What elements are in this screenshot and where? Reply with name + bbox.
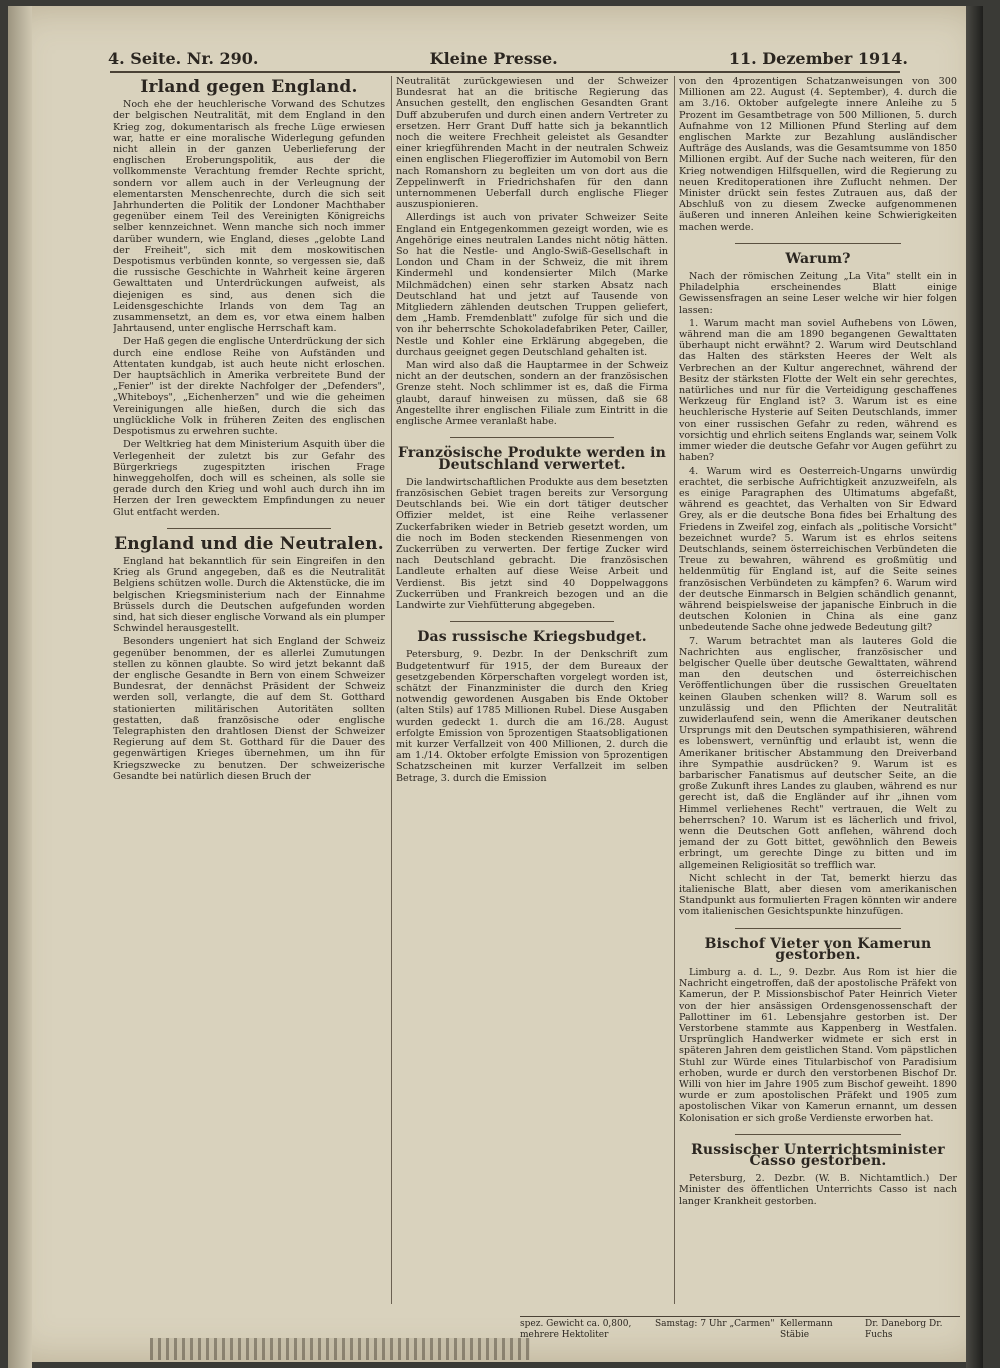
article-title: Französische Produkte werden in Deutschland verwertet. [397, 445, 667, 473]
newspaper-name: Kleine Presse. [429, 48, 558, 68]
separator [735, 928, 902, 929]
separator [167, 528, 330, 529]
article-paragraph: Petersburg, 2. Dezbr. (W. B. Nichtamtlich.) Der Minister des öffentlichen Unterrichts Casso ist nach langer Krankheit gestorben. [679, 1173, 957, 1207]
advertisement-text: Dr. Daneborg Dr. Fuchs [865, 1319, 943, 1340]
previous-page-edge [8, 6, 32, 1368]
article-title: England und die Neutralen. [114, 533, 384, 554]
article-paragraph: Nicht schlecht in der Tat, bemerkt hierzu das italienische Blatt, aber diesen vom amerikanischen Standpunkt aus formulierten Fragen könnten wir andere vom italienischen Gesichtspunkte hinzufügen. [679, 872, 957, 918]
article-paragraph: von den 4prozentigen Schatzanweisungen von 300 Millionen am 22. August (4. September), 4. durch die am 3./16. Oktober aufgelegte innere Anleihe zu 5 Prozent im Gesamtbetrage von 500 Millionen, 5. durch Aufnahme von 12 Millionen Pfund Sterling auf dem englischen Markte zur Bezahlung ausländischer Aufträge des Auslands, was die Gesamtsumme von 1850 Millionen ergibt. Auf der Suche nach weiteren, für den Krieg notwendigen Hilfsquellen, wird die Regierung zu neuen Kreditoperationen ihre Zuflucht nehmen. Der Minister drückt sein festes Zutrauen aus, daß der Abschluß von zu diesem Zwecke aufgenommenen äußeren und inneren Anleihen keine Schwierigkeiten machen werde. [679, 76, 957, 233]
column-divider [674, 76, 675, 1304]
separator [450, 437, 613, 438]
article-paragraph: Limburg a. d. L., 9. Dezbr. Aus Rom ist hier die Nachricht eingetroffen, daß der apostolische Präfekt von Kamerun, der P. Missionsbischof Pater Heinrich Vieter von der hier ansässigen Ordensgenossenschaft der Pallottiner im 61. Lebensjahre gestorben ist. Der Verstorbene stammte aus Kappenberg in Westfalen. Ursprünglich Handwerker widmete er sich erst in späteren Jahren dem geistlichen Stand. Vom päpstlichen Stuhl zur Würde eines Titularbischof von Paradisium erhoben, wurde er durch den verstorbenen Bischof Dr. Willi von hier im Jahre 1905 zum Bischof geweiht. 1890 wurde er zum apostolischen Präfekt und 1905 zum apostolischen Vikar von Kamerun ernannt, um dessen Kolonisation er sich große Verdienste erworben hat. [679, 967, 957, 1124]
separator [450, 621, 613, 622]
article-paragraph: Der Haß gegen die englische Unterdrückung der sich durch eine endlose Reihe von Aufständen und Attentaten kundgab, ist auch heute nicht erloschen. Der hauptsächlich in Amerika verbreitete Bund der „Fenier" ist der direkte Nachfolger der „Defenders", „Whiteboys", „Eichenherzen" und wie die geheimen Vereinigungen alle hießen, durch die sich das unglückliche Volk in früheren Zeiten des englischen Despotismus zu erwehren suchte. [113, 336, 385, 438]
article-paragraph: 1. Warum macht man soviel Aufhebens von Löwen, während man die am 1890 begangenen Gewalttaten überhaupt nicht erwähnt? 2. Warum wird Deutschland das Halten des stärksten Heeres der Welt als Verbrechen an der Kultur angerechnet, während der Besitz der stärksten Flotte der Welt ein sehr gerechtes, natürliches und nur für die Verteidigung geschaffenes Werkzeug für England ist? 3. Warum ist es eine heuchlerische Hysterie auf Seiten Deutschlands, immer von einer russischen Gefahr zu reden, während es vorsichtig und ehrlich seitens Englands war, seinem Volk immer wieder die deutsche Gefahr vor Augen geführt zu haben? [679, 317, 957, 464]
issue-date: 11. Dezember 1914. [728, 48, 908, 68]
column-3 [679, 76, 957, 1304]
advertisement-text: Kellermann Stäbie [780, 1319, 833, 1340]
article-paragraph: Besonders ungeniert hat sich England der Schweiz gegenüber benommen, der es allerlei Zumutungen stellen zu können glaubte. So wird jetzt bekannt daß der englische Gesandte in Bern von einem Schweizer Bundesrat, der dennächst Präsident der Schweiz werden soll, verlangte, die auf dem St. Gotthard stationierten militärischen Autoritäten sollten gestatten, daß französische oder englische Telegraphisten den drahtlosen Dienst der Schweizer Regierung auf dem St. Gotthard für die Dauer des gegenwärtigen Krieges übernehmen, um ihn für Kriegszwecke zu benutzen. Der schweizerische Gesandte bei natürlich diesen Bruch der [113, 636, 385, 782]
article-paragraph: Nach der römischen Zeitung „La Vita" stellt ein in Philadelphia erscheinendes Blatt einige Gewissensfragen an seine Leser welche wir hier folgen lassen: [679, 271, 957, 316]
article-title: Das russische Kriegsbudget. [417, 629, 647, 646]
binding-edge [966, 6, 983, 1368]
article-paragraph: Allerdings ist auch von privater Schweizer Seite England ein Entgegenkommen gezeigt worden, wie es Angehörige eines neutralen Landes nicht nötig hätten. So hat die Nestle- und Anglo-Swiß-Gesellschaft in London und Cham in der Schweiz, die mit ihrem Kindermehl und kondensierter Milch (Marke Milchmädchen) einen sehr starken Absatz nach Deutschland hat und jetzt auf Tausende von Mitgliedern zählenden deutschen Truppen geliefert, dem „Hamb. Fremdenblatt" zufolge für sich und die von ihr beherrschte Schokoladefabriken Peter, Cailler, Nestle und Kohler eine Erklärung abgegeben, die durchaus geeignet gegen Deutschland gehalten ist. [396, 212, 668, 358]
article-title: Russischer Unterrichtsminister Casso gestorben. [691, 1141, 945, 1170]
separator [735, 243, 902, 244]
column-1 [113, 76, 385, 1304]
advertisement-text: Samstag: 7 Uhr „Carmen" [655, 1319, 775, 1329]
article-paragraph: 7. Warum betrachtet man als lauteres Gold die Nachrichten aus englischer, französischer und belgischer Quelle über deutsche Gewalttaten, während man den deutschen und österreichischen Veröffentlichungen über die russischen Greueltaten keinen Glauben schenken will? 8. Warum soll es unzulässig und den Pflichten der Neutralität zuwiderlaufend sein, wenn die Amerikaner deutschen Ursprungs mit den Deutschen sympathisieren, während es lobenswert, vernünftig und erlaubt ist, wenn die Amerikaner britischer Abstammung den Dreiverband ihre Sympathie ausdrücken? 9. Warum ist es barbarischer Fanatismus auf deutscher Seite, an die große Zukunft ihres Landes zu glauben, während es nur gerecht ist, daß die Engländer auf ihr „ihnen vom Himmel verliehenes Recht" vertrauen, die Welt zu beherrschen? 10. Warum ist es lächerlich und frivol, wenn die Deutschen Gott anflehen, während doch jemand der zu Gott bittet, gewöhnlich den Beweis erbringt, um gerechte Dinge zu bitten und im allgemeinen Religiosität so trefflich war. [679, 635, 957, 871]
article-title: Warum? [785, 250, 851, 267]
article-paragraph: Der Weltkrieg hat dem Ministerium Asquith über die Verlegenheit der zuletzt bis zur Gefahr des Bürgerkriegs zugespitzten irischen Frage hinweggeholfen, doch will es scheinen, als solle sie gerade durch den Krieg und wohl auch durch ihn im Herzen der Iren gewecktem Empfindungen zu neuer Glut entfacht werden. [113, 439, 385, 518]
advertisement-text: spez. Gewicht ca. 0,800, mehrere Hektoliter [520, 1319, 632, 1340]
article-paragraph: Petersburg, 9. Dezbr. In der Denkschrift zum Budgetentwurf für 1915, der dem Bureaux der gesetzgebenden Körperschaften vorgelegt worden ist, schätzt der Finanzminister die durch den Krieg notwendig gewordenen Ausgaben bis Ende Oktober (alten Stils) auf 1785 Millionen Rubel. Diese Ausgaben wurden gedeckt 1. durch die am 16./28. August erfolgte Emission von 5prozentigen Staatsobligationen mit kurzer Verfallzeit von 400 Millionen, 2. durch die am 1./14. Oktober erfolgte Emission von 5prozentigen Schatzscheinen mit kurzer Verfallzeit im selben Betrage, 3. durch die Emission [396, 649, 668, 784]
article-paragraph: 4. Warum wird es Oesterreich-Ungarns unwürdig erachtet, die serbische Aufrichtigkeit anzuzweifeln, als es einige Paragraphen des Ultimatums abgefaßt, während es geachtet, das Verhalten von Sir Edward Grey, als er die deutsche Bona fides bei Erhaltung des Friedens in Zweifel zog, einfach als „politische Vorsicht" bezeichnet wurde? 5. Warum ist es ehrlos seitens Deutschlands, seinem österreichischen Verbündeten die Treue zu bewahren, während es großmütig und heldenmütig für England ist, auf die Seite seines französischen Verbündeten zu kämpfen? 6. Warum wird der deutsche Einmarsch in Belgien schändlich genannt, während beispielsweise der japanische Einbruch in die deutschen Kolonien in China als eine ganz unbedeutende Sache ohne jedwede Bedeutung gilt? [679, 465, 957, 634]
advertisement-strip [520, 1316, 960, 1363]
column-divider [391, 76, 392, 1304]
page-header [108, 46, 908, 70]
advertisement-banner [150, 1338, 530, 1360]
article-paragraph: Die landwirtschaftlichen Produkte aus dem besetzten französischen Gebiet tragen bereits zur Versorgung Deutschlands bei. Wie ein dort tätiger deutscher Offizier meldet, ist eine Reihe verlassener Zuckerfabriken wieder in Betrieb gesetzt worden, um die noch im Boden steckenden Riesenmengen von Zuckerrüben zu verwerten. Der fertige Zucker wird nach Deutschland gebracht. Die französischen Landleute erhalten auf diese Weise Arbeit und Verdienst. Bis jetzt sind 40 Doppelwaggons Zuckerrüben und Frankreich bezogen und an die Landwirte zur Viehfütterung abgegeben. [396, 476, 668, 611]
page-number: 4. Seite. Nr. 290. [108, 48, 259, 68]
header-rule [110, 71, 900, 73]
column-2 [396, 76, 668, 1276]
article-paragraph: Neutralität zurückgewiesen und der Schweizer Bundesrat hat an die britische Regierung das Ansuchen gestellt, den englischen Gesandten Grant Duff abzuberufen und durch einen andern Vertreter zu ersetzen. Herr Grant Duff hatte sich ja bekanntlich noch die weitere Frechheit geleistet als Gesandter einer kriegführenden Macht in der neutralen Schweiz einen englischen Fliegeroffizier im Automobil von Bern nach Romanshorn zu begleiten um von dort aus die Zeppelinwerft in Friedrichshafen für den dann unternommenen Ueberfall durch englische Flieger auszuspionieren. [396, 76, 668, 211]
article-paragraph: Noch ehe der heuchlerische Vorwand des Schutzes der belgischen Neutralität, mit dem England in den Krieg zog, dokumentarisch als freche Lüge erwiesen war, hatte er eine moralische Widerlegung gefunden nicht allein in der ganzen Ueberlieferung der englischen Eroberungspolitik, aus der die vollkommenste Verachtung fremder Rechte spricht, sondern vor allem auch in der Verleugnung der elementarsten Menschenrechte, durch die sich seit Jahrhunderten die Politik der Londoner Machthaber gegenüber einem Teil des Vereinigten Königreichs selber kennzeichnet. Wenn manche sich noch immer darüber wundern, wie England, dieses „gelobte Land der Freiheit", sich mit dem moskowitischen Despotismus verbünden konnte, so vergessen sie, daß die russische Geschichte in Wahrheit keine ärgeren Gewalttaten und Unterdrückungen aufweist, als diejenigen es sind, aus denen sich die Leidensgeschichte Irlands von dem Tag an zusammensetzt, an dem es, vor etwa einem halben Jahrtausend, unter englische Herrschaft kam. [113, 99, 385, 335]
article-title: Bischof Vieter von Kamerun gestorben. [704, 935, 932, 963]
article-title: Irland gegen England. [140, 77, 358, 97]
article-paragraph: Man wird also daß die Hauptarmee in der Schweiz nicht an der deutschen, sondern an der französischen Grenze steht. Noch schlimmer ist es, daß die Firma glaubt, darauf hinweisen zu müssen, daß sie 68 Angestellte ihrer englischen Filiale zum Eintritt in die englische Armee veranlaßt habe. [396, 360, 668, 428]
article-paragraph: England hat bekanntlich für sein Eingreifen in den Krieg als Grund angegeben, daß es die Neutralität Belgiens schützen wolle. Durch die Aktenstücke, die im belgischen Kriegsministerium nach der Einnahme Brüssels durch die Deutschen aufgefunden worden sind, hat sich dieser englische Vorwand als ein plumper Schwindel herausgestellt. [113, 555, 385, 635]
separator [735, 1134, 902, 1135]
